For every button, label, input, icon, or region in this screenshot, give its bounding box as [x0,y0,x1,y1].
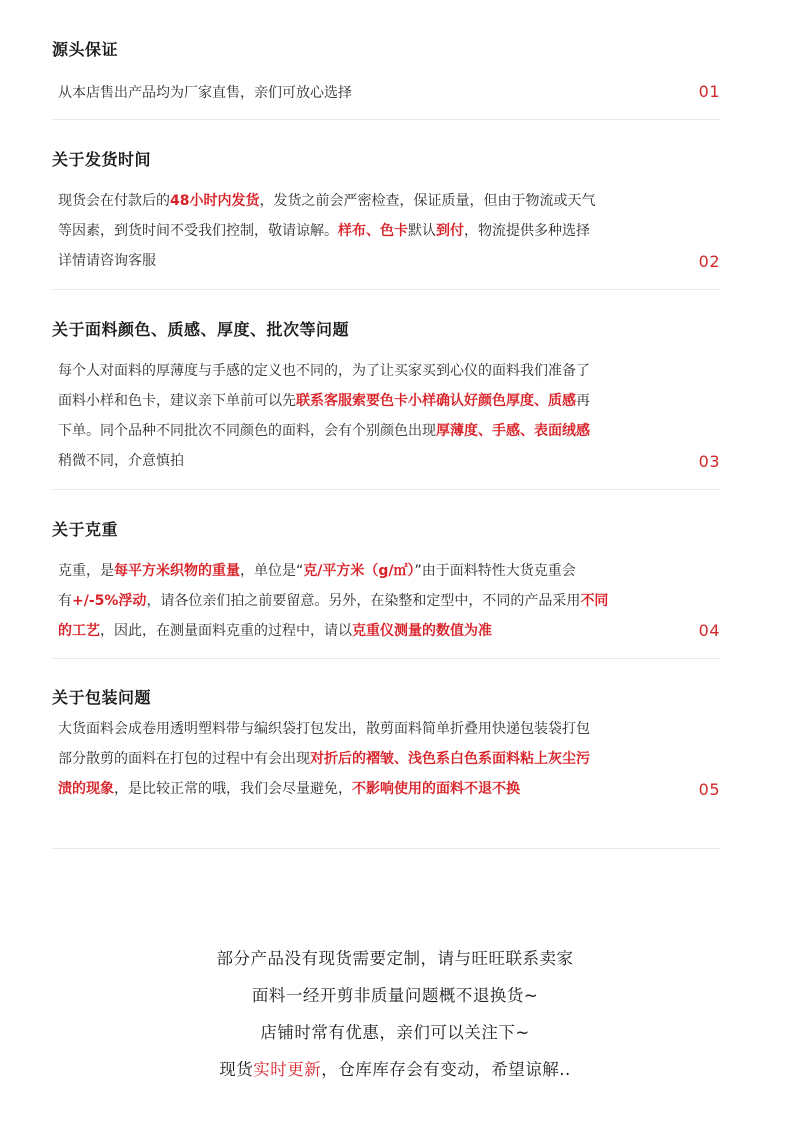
section-number: 05 [698,780,720,799]
highlight-text: 不同 [580,593,609,609]
body-text: 每个人对面料的厚薄度与手感的定义也不同的，为了让买家买到心仪的面料我们准备了 [58,363,590,379]
section-body [58,186,678,276]
section-title: 关于面料颜色、质感、厚度、批次等问题 [52,320,350,339]
highlight-text: 48小时内发货 [170,193,260,209]
body-line [58,356,678,386]
section-title: 关于发货时间 [52,150,152,169]
body-line [58,78,678,108]
highlight-text: 渍的现象 [58,781,114,797]
footer-stock-suffix: ，仓库库存会有变动，希望谅解.. [321,1060,571,1079]
body-line [58,386,678,416]
body-text: 有 [58,593,72,609]
section-packaging [52,686,720,799]
section-title: 关于包装问题 [52,688,152,707]
body-text: 克重，是 [58,563,114,579]
body-line [58,744,678,774]
body-line [58,586,678,616]
section-fabric-quality [52,318,720,471]
body-line [58,714,678,744]
section-number: 03 [698,452,720,471]
body-line [58,616,678,646]
body-text: 下单。同个品种不同批次不同颜色的面料，会有个别颜色出现 [58,423,436,439]
body-line [58,556,678,586]
divider [52,658,720,659]
body-text: ，是比较正常的哦，我们会尽量避免， [114,781,352,797]
body-line [58,186,678,216]
body-text: 大货面料会成卷用透明塑料带与编织袋打包发出，散剪面料简单折叠用快递包装袋打包 [58,721,590,737]
section-shipping-time [52,148,720,271]
section-number: 04 [698,621,720,640]
divider [52,289,720,290]
highlight-text: +/-5%浮动 [72,593,147,609]
body-text: 部分散剪的面料在打包的过程中有会出现 [58,751,310,767]
section-number: 02 [698,252,720,271]
body-text: 等因素，到货时间不受我们控制，敬请谅解。 [58,223,338,239]
body-line [58,446,678,476]
section-body [58,78,678,108]
section-body [58,356,678,476]
divider [52,489,720,490]
footer-stock-prefix: 现货 [219,1060,254,1079]
body-text: 再 [576,393,590,409]
body-text: ，因此，在测量面料克重的过程中，请以 [100,623,352,639]
body-text: ，物流提供多种选择 [464,223,590,239]
footer-line-custom-order: 部分产品没有现货需要定制，请与旺旺联系卖家 [216,949,574,968]
body-text: 从本店售出产品均为厂家直售，亲们可放心选择 [58,85,352,101]
divider [52,119,720,120]
body-text: 现货会在付款后的 [58,193,170,209]
body-text: 默认 [408,223,436,239]
highlight-text: 不影响使用的面料不退不换 [352,781,520,797]
footer-stock-highlight: 实时更新 [253,1060,322,1079]
section-title: 源头保证 [52,40,119,59]
body-text: ，发货之前会严密检查，保证质量，但由于物流或天气 [259,193,596,209]
highlight-text: 克/平方米（g/㎡） [303,563,415,579]
section-gram-weight [52,518,720,640]
divider [52,848,720,849]
body-line [58,246,678,276]
highlight-text: 联系客服索要色卡小样确认好颜色厚度、质感 [296,393,576,409]
section-title: 关于克重 [52,520,119,539]
highlight-text: 克重仪测量的数值为准 [352,623,492,639]
body-text: 面料小样和色卡，建议亲下单前可以先 [58,393,296,409]
highlight-text: 的工艺 [58,623,100,639]
body-line [58,416,678,446]
footer-line-stock [0,1051,790,1088]
footer-line-discounts: 店铺时常有优惠，亲们可以关注下~ [260,1023,530,1042]
body-text: ”由于面料特性大货克重会 [414,563,576,579]
section-source-guarantee [52,38,720,101]
body-line [58,774,678,804]
footer-line-no-return: 面料一经开剪非质量问题概不退换货~ [251,986,539,1005]
body-text: 详情请咨询客服 [58,253,156,269]
highlight-text: 样布、色卡 [338,223,408,239]
highlight-text: 对折后的褶皱、浅色系白色系面料粘上灰尘污 [310,751,590,767]
footer-notes [0,940,790,1088]
body-line [58,216,678,246]
highlight-text: 到付 [436,223,464,239]
section-body [58,714,678,804]
section-number: 01 [698,82,720,101]
body-text: ，单位是“ [240,563,304,579]
body-text: 稍微不同，介意慎拍 [58,453,184,469]
body-text: ，请各位亲们拍之前要留意。另外，在染整和定型中，不同的产品采用 [146,593,581,609]
highlight-text: 厚薄度、手感、表面绒感 [436,423,590,439]
section-body [58,556,678,646]
highlight-text: 每平方米织物的重量 [114,563,240,579]
